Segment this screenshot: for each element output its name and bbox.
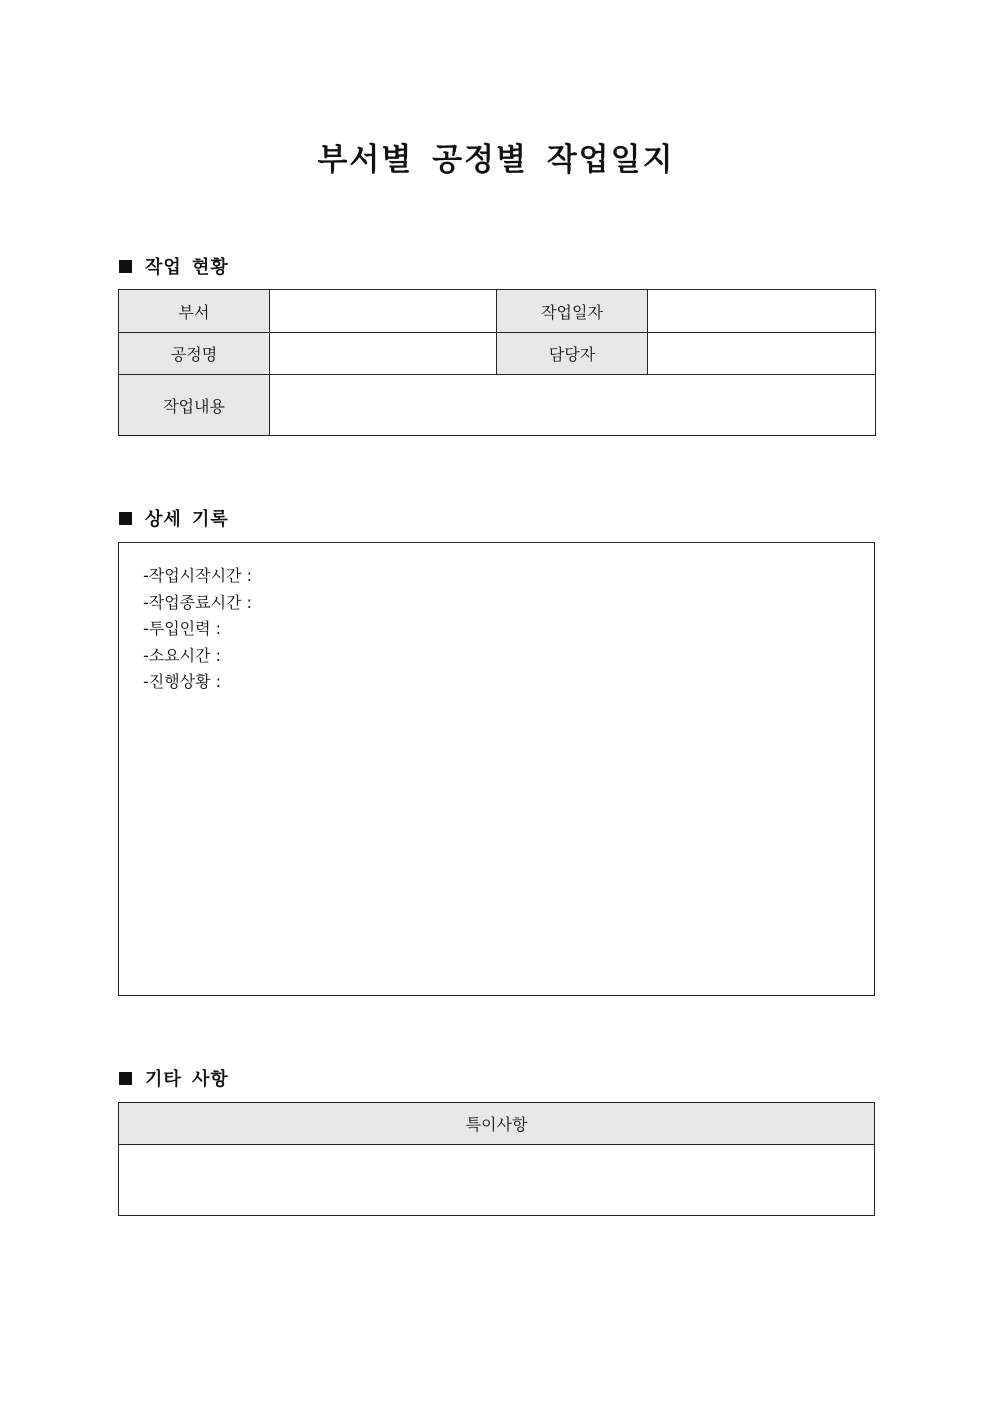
person-in-charge-field[interactable] — [648, 333, 876, 375]
table-row — [119, 375, 876, 436]
end-time-line: -작업종료시간 : — [143, 592, 252, 612]
duration-line: -소요시간 : — [143, 645, 222, 665]
start-time-line: -작업시작시간 : — [143, 566, 252, 585]
section-heading-detail-label: 상세 기록 — [145, 509, 229, 530]
section-heading-detail — [119, 505, 229, 531]
other-table — [118, 1102, 875, 1216]
work-content-label: 작업내용 — [119, 375, 270, 436]
department-label: 부서 — [119, 290, 270, 333]
person-in-charge-label: 담당자 — [497, 333, 648, 375]
black-square-icon — [119, 1072, 132, 1085]
detail-lines — [143, 563, 252, 696]
table-row — [119, 290, 876, 333]
work-date-label: 작업일자 — [497, 290, 648, 333]
status-table — [118, 289, 876, 436]
work-content-field[interactable] — [270, 375, 876, 436]
table-row — [119, 333, 876, 375]
detail-record-box[interactable] — [118, 542, 875, 996]
section-heading-status — [119, 253, 229, 279]
black-square-icon — [119, 512, 132, 525]
section-heading-status-label: 작업 현황 — [145, 257, 229, 278]
work-date-field[interactable] — [648, 290, 876, 333]
remarks-header: 특이사항 — [119, 1103, 875, 1145]
section-heading-other-label: 기타 사항 — [145, 1069, 229, 1090]
table-row — [119, 1145, 875, 1216]
section-heading-other — [119, 1065, 229, 1091]
remarks-field[interactable] — [119, 1145, 875, 1216]
black-square-icon — [119, 260, 132, 273]
workforce-line: -투입인력 : — [143, 619, 222, 638]
document-title: 부서별 공정별 작업일지 — [317, 142, 675, 178]
progress-line: -진행상황 : — [143, 672, 222, 691]
department-field[interactable] — [270, 290, 497, 333]
process-name-field[interactable] — [270, 333, 497, 375]
table-row — [119, 1103, 875, 1145]
process-name-label: 공정명 — [119, 333, 270, 375]
